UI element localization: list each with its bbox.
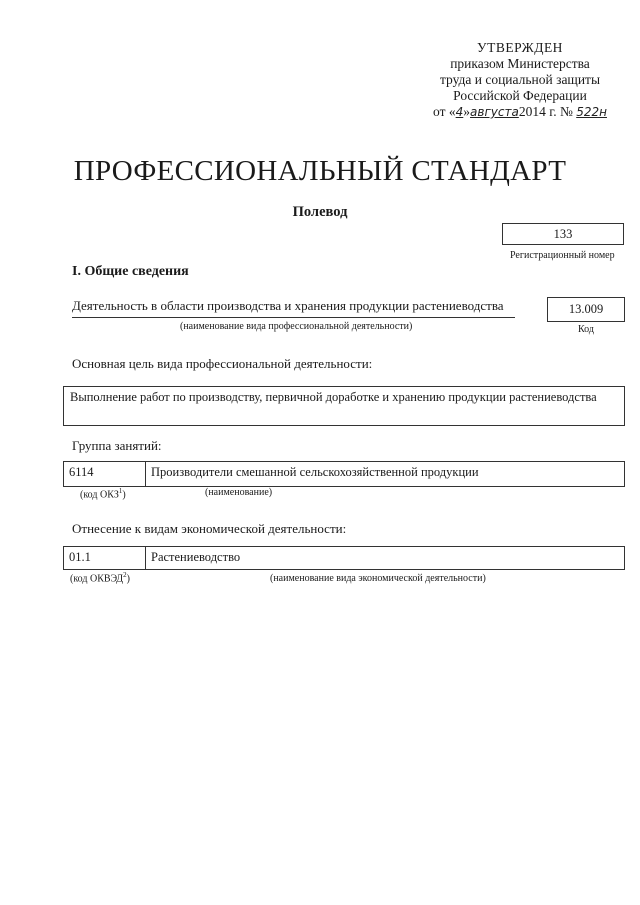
activity-text: Деятельность в области производства и хранения продукции растениеводства xyxy=(72,298,504,313)
activity-caption: (наименование вида профессиональной деятельности) xyxy=(180,321,413,332)
date-mid: » xyxy=(463,104,471,119)
approval-line-2: приказом Министерства xyxy=(450,56,590,71)
section-heading: I. Общие сведения xyxy=(72,264,189,279)
activity-code-caption: Код xyxy=(578,324,594,335)
economic-name-cell xyxy=(146,547,624,569)
activity-code: 13.009 xyxy=(568,302,604,316)
registration-number-box xyxy=(502,223,624,245)
registration-number: 133 xyxy=(553,227,573,241)
approval-title: УТВЕРЖДЕН xyxy=(477,40,563,55)
goal-box xyxy=(63,386,625,426)
occupations-label: Группа занятий: xyxy=(72,438,162,453)
economic-code-cell xyxy=(64,547,146,569)
date-prefix: от « xyxy=(433,104,456,119)
economic-table xyxy=(63,546,625,570)
approval-block xyxy=(420,40,620,120)
economic-label: Отнесение к видам экономической деятельности: xyxy=(72,521,347,536)
goal-label: Основная цель вида профессиональной деятельности: xyxy=(72,356,373,371)
approval-line-4: Российской Федерации xyxy=(453,88,587,103)
occupations-table xyxy=(63,461,625,487)
occupations-name-caption: (наименование) xyxy=(205,487,273,498)
approval-line-3: труда и социальной защиты xyxy=(439,72,601,87)
economic-code-caption: (код ОКВЭД$^2$) xyxy=(70,571,130,585)
registration-number-caption: Регистрационный номер xyxy=(510,250,615,261)
activity-underline xyxy=(72,317,515,318)
document-title: ПРОФЕССИОНАЛЬНЫЙ СТАНДАРТ xyxy=(73,155,567,187)
approval-date-line xyxy=(420,104,620,120)
economic-code: 01.1 xyxy=(69,550,91,564)
date-day-handwritten: 4 xyxy=(455,105,464,119)
activity-code-box xyxy=(547,297,625,322)
occupations-name-cell xyxy=(146,462,624,486)
profession-name: Полевод xyxy=(292,204,348,220)
occupations-code-cell xyxy=(64,462,146,486)
date-month-handwritten: августа xyxy=(470,105,519,119)
occupations-name: Производители смешанной сельскохозяйственной продукции xyxy=(151,465,479,479)
goal-text: Выполнение работ по производству, первичной доработке и хранению продукции растениеводства xyxy=(70,390,597,404)
order-number-handwritten: 522н xyxy=(576,105,607,119)
economic-name: Растениеводство xyxy=(151,550,241,564)
occupations-code-caption: (код ОКЗ$^1$) xyxy=(80,487,126,501)
date-year: 2014 г. № xyxy=(518,104,573,119)
economic-name-caption: (наименование вида экономической деятельности) xyxy=(270,573,486,584)
occupations-code: 6114 xyxy=(69,465,94,479)
